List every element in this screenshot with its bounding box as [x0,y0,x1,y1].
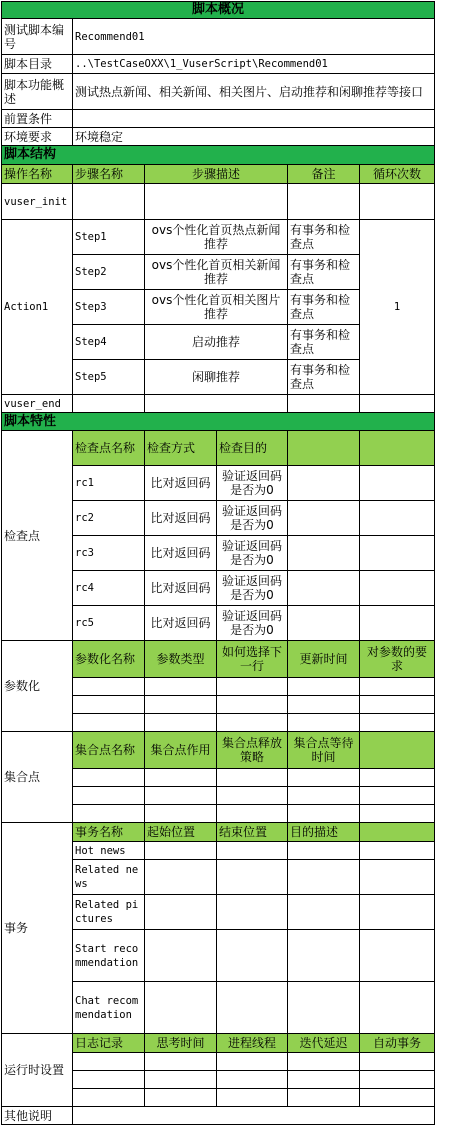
structure-vuser-end: vuser_end [2,395,73,413]
param-cell[interactable] [360,714,435,732]
structure-cell[interactable] [145,395,288,413]
checkpoint-cell[interactable] [288,466,360,501]
checkpoint-cell[interactable] [360,466,435,501]
step-note[interactable]: 有事务和检查点 [288,290,360,325]
checkpoint-purpose[interactable]: 验证返回码是否为0 [217,501,288,536]
param-cell[interactable] [288,696,360,714]
transaction-cell[interactable] [288,982,360,1034]
checkpoint-header: 检查目的 [217,431,288,466]
step-name: Step1 [73,220,145,255]
rendezvous-header: 集合点释放策略 [217,732,288,769]
transaction-cell[interactable] [217,982,288,1034]
overview-label-id: 测试脚本编号 [2,19,73,55]
param-header: 参数类型 [145,641,217,678]
checkpoint-method[interactable]: 比对返回码 [145,536,217,571]
overview-label-summary: 脚本功能概述 [2,74,73,110]
param-cell[interactable] [145,714,217,732]
param-cell[interactable] [217,696,288,714]
transaction-header: 结束位置 [217,823,288,842]
checkpoint-name[interactable]: rc1 [73,466,145,501]
checkpoint-cell[interactable] [288,501,360,536]
checkpoint-cell[interactable] [288,606,360,641]
checkpoint-header: 检查方式 [145,431,217,466]
step-name: Step3 [73,290,145,325]
structure-cell[interactable] [73,184,145,220]
checkpoint-cell[interactable] [360,571,435,606]
rendezvous-cell[interactable] [360,769,435,787]
rendezvous-cell[interactable] [217,805,288,823]
transaction-cell[interactable] [145,982,217,1034]
step-note[interactable]: 有事务和检查点 [288,325,360,360]
rendezvous-header: 集合点作用 [145,732,217,769]
section-title-overview: 脚本概况 [2,2,435,19]
runtime-header: 思考时间 [145,1034,217,1053]
runtime-cell[interactable] [145,1089,217,1107]
structure-cell[interactable] [360,184,435,220]
step-desc[interactable]: 启动推荐 [145,325,288,360]
checkpoint-method[interactable]: 比对返回码 [145,571,217,606]
checkpoint-purpose[interactable]: 验证返回码是否为0 [217,606,288,641]
param-cell[interactable] [145,678,217,696]
rendezvous-cell[interactable] [217,769,288,787]
transaction-cell[interactable] [360,930,435,982]
param-header: 更新时间 [288,641,360,678]
checkpoint-cell[interactable] [288,571,360,606]
param-cell[interactable] [73,678,145,696]
structure-cell[interactable] [73,395,145,413]
checkpoint-header [288,431,360,466]
rendezvous-cell[interactable] [73,787,145,805]
structure-cell[interactable] [145,184,288,220]
runtime-header: 日志记录 [73,1034,145,1053]
structure-header-loop: 循环次数 [360,165,435,184]
spec-table [1,1,435,1125]
checkpoint-cell[interactable] [360,536,435,571]
checkpoint-method[interactable]: 比对返回码 [145,466,217,501]
step-note[interactable]: 有事务和检查点 [288,360,360,395]
transaction-cell[interactable] [288,842,360,860]
param-cell[interactable] [360,696,435,714]
other-label: 其他说明 [2,1107,73,1125]
overview-value-id[interactable]: Recommend01 [73,19,435,55]
script-spec-sheet [1,1,434,1125]
runtime-cell[interactable] [217,1071,288,1089]
checkpoint-method[interactable]: 比对返回码 [145,501,217,536]
checkpoint-purpose[interactable]: 验证返回码是否为0 [217,536,288,571]
transaction-cell[interactable] [288,860,360,895]
param-cell[interactable] [217,678,288,696]
checkpoint-method[interactable]: 比对返回码 [145,606,217,641]
param-header: 如何选择下一行 [217,641,288,678]
rendezvous-cell[interactable] [360,805,435,823]
rendezvous-header: 集合点名称 [73,732,145,769]
runtime-header: 迭代延迟 [288,1034,360,1053]
overview-value-precondition[interactable] [73,110,435,128]
param-cell[interactable] [288,678,360,696]
transaction-cell[interactable] [360,860,435,895]
overview-label-precondition: 前置条件 [2,110,73,128]
checkpoint-purpose[interactable]: 验证返回码是否为0 [217,466,288,501]
step-note[interactable]: 有事务和检查点 [288,255,360,290]
transaction-name[interactable]: Chat recommendation [73,982,145,1034]
step-name: Step4 [73,325,145,360]
transaction-cell[interactable] [217,842,288,860]
runtime-cell[interactable] [73,1089,145,1107]
rendezvous-label: 集合点 [2,732,73,823]
step-desc[interactable]: 闲聊推荐 [145,360,288,395]
param-header: 参数化名称 [73,641,145,678]
transaction-name[interactable]: Related pictures [73,895,145,930]
transaction-header [360,823,435,842]
checkpoint-name[interactable]: rc3 [73,536,145,571]
structure-vuser-init: vuser_init [2,184,73,220]
rendezvous-cell[interactable] [288,769,360,787]
rendezvous-cell[interactable] [360,787,435,805]
runtime-cell[interactable] [73,1071,145,1089]
transaction-name[interactable]: Hot news [73,842,145,860]
overview-label-env: 环境要求 [2,128,73,146]
param-label: 参数化 [2,641,73,732]
transaction-cell[interactable] [145,930,217,982]
param-cell[interactable] [288,714,360,732]
checkpoint-cell[interactable] [360,606,435,641]
overview-label-dir: 脚本目录 [2,55,73,74]
runtime-cell[interactable] [288,1071,360,1089]
checkpoint-cell[interactable] [360,501,435,536]
checkpoint-name[interactable]: rc4 [73,571,145,606]
structure-loop-count[interactable]: 1 [360,220,435,395]
transaction-cell[interactable] [288,895,360,930]
rendezvous-cell[interactable] [288,787,360,805]
step-name: Step5 [73,360,145,395]
runtime-cell[interactable] [288,1089,360,1107]
rendezvous-header: 集合点等待时间 [288,732,360,769]
param-cell[interactable] [360,678,435,696]
structure-cell[interactable] [288,184,360,220]
checkpoint-label: 检查点 [2,431,73,641]
runtime-label: 运行时设置 [2,1034,73,1107]
param-cell[interactable] [145,696,217,714]
step-desc[interactable]: ovs个性化首页相关图片推荐 [145,290,288,325]
rendezvous-header [360,732,435,769]
transaction-cell[interactable] [217,930,288,982]
step-desc[interactable]: ovs个性化首页相关新闻推荐 [145,255,288,290]
rendezvous-cell[interactable] [73,805,145,823]
runtime-cell[interactable] [145,1053,217,1071]
structure-header-desc: 步骤描述 [145,165,288,184]
overview-value-summary[interactable]: 测试热点新闻、相关新闻、相关图片、启动推荐和闲聊推荐等接口 [73,74,435,110]
rendezvous-cell[interactable] [217,787,288,805]
transaction-cell[interactable] [145,895,217,930]
structure-cell[interactable] [288,395,360,413]
rendezvous-cell[interactable] [73,769,145,787]
step-name: Step2 [73,255,145,290]
param-cell[interactable] [217,714,288,732]
runtime-cell[interactable] [360,1089,435,1107]
runtime-header: 自动事务 [360,1034,435,1053]
runtime-cell[interactable] [217,1053,288,1071]
runtime-header: 进程线程 [217,1034,288,1053]
param-cell[interactable] [73,714,145,732]
transaction-cell[interactable] [360,982,435,1034]
checkpoint-purpose[interactable]: 验证返回码是否为0 [217,571,288,606]
transaction-cell[interactable] [145,842,217,860]
runtime-cell[interactable] [145,1071,217,1089]
rendezvous-cell[interactable] [145,805,217,823]
overview-value-dir[interactable]: ..\TestCaseOXX\1_VuserScript\Recommend01 [73,55,435,74]
structure-header-note: 备注 [288,165,360,184]
rendezvous-cell[interactable] [288,805,360,823]
checkpoint-cell[interactable] [288,536,360,571]
transaction-cell[interactable] [360,842,435,860]
transaction-header: 起始位置 [145,823,217,842]
transaction-cell[interactable] [288,930,360,982]
structure-action: Action1 [2,220,73,395]
section-title-structure: 脚本结构 [2,146,435,165]
transaction-header: 目的描述 [288,823,360,842]
overview-value-env[interactable]: 环境稳定 [73,128,435,146]
checkpoint-header: 检查点名称 [73,431,145,466]
transaction-cell[interactable] [145,860,217,895]
rendezvous-cell[interactable] [145,769,217,787]
transaction-cell[interactable] [360,895,435,930]
runtime-cell[interactable] [360,1053,435,1071]
structure-header-op: 操作名称 [2,165,73,184]
transaction-header: 事务名称 [73,823,145,842]
step-note[interactable]: 有事务和检查点 [288,220,360,255]
structure-header-step: 步骤名称 [73,165,145,184]
checkpoint-name[interactable]: rc5 [73,606,145,641]
runtime-cell[interactable] [288,1053,360,1071]
checkpoint-header [360,431,435,466]
runtime-cell[interactable] [217,1089,288,1107]
transaction-cell[interactable] [217,860,288,895]
step-desc[interactable]: ovs个性化首页热点新闻推荐 [145,220,288,255]
checkpoint-name[interactable]: rc2 [73,501,145,536]
transaction-name[interactable]: Start recommendation [73,930,145,982]
transaction-name[interactable]: Related news [73,860,145,895]
structure-cell[interactable] [360,395,435,413]
rendezvous-cell[interactable] [145,787,217,805]
other-value[interactable] [73,1107,435,1125]
runtime-cell[interactable] [73,1053,145,1071]
runtime-cell[interactable] [360,1071,435,1089]
param-header: 对参数的要求 [360,641,435,678]
param-cell[interactable] [73,696,145,714]
section-title-features: 脚本特性 [2,413,435,431]
transaction-cell[interactable] [217,895,288,930]
transaction-label: 事务 [2,823,73,1034]
